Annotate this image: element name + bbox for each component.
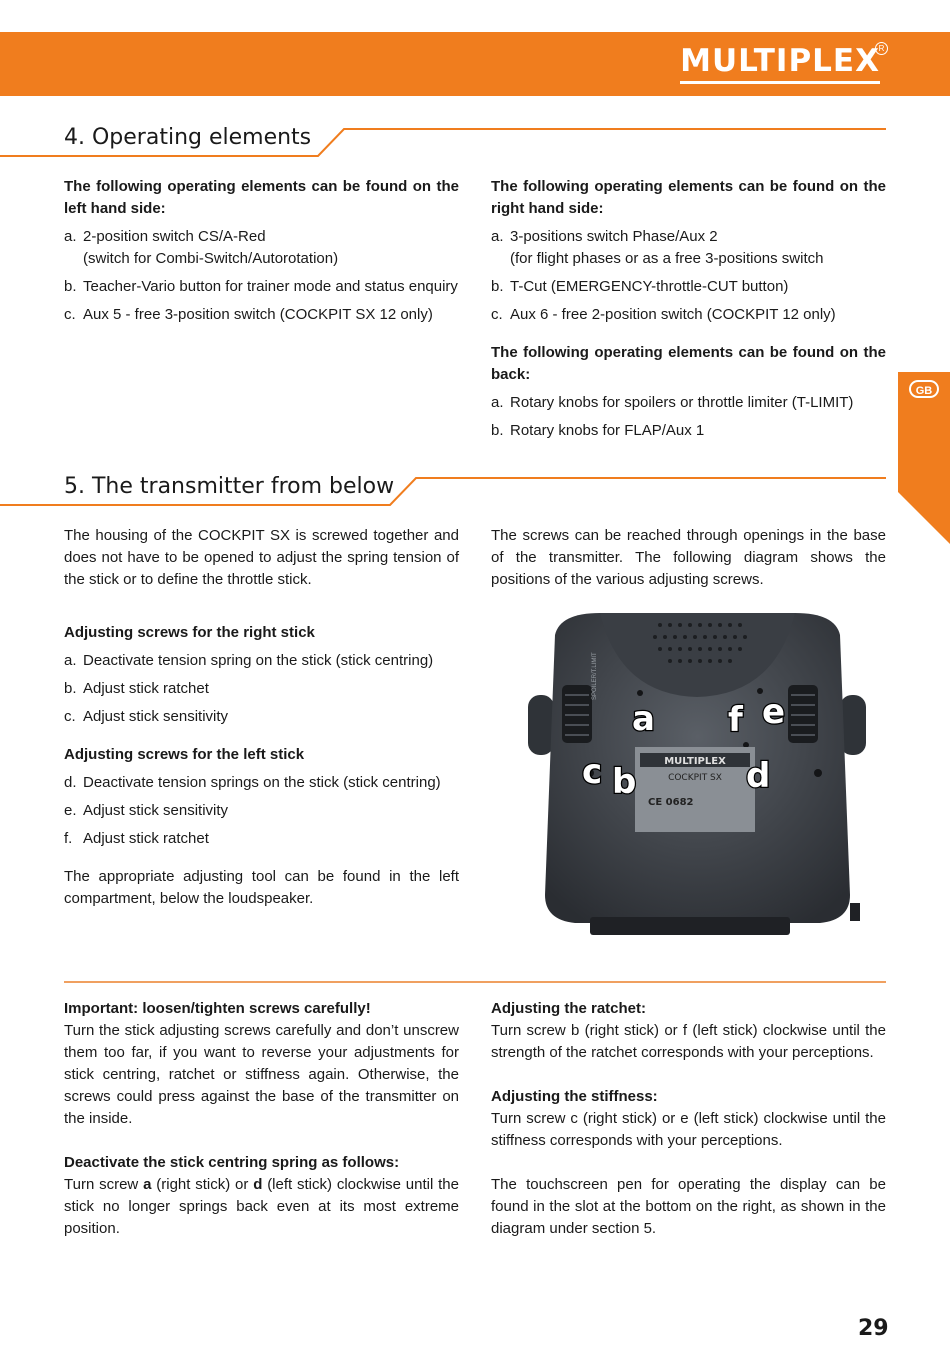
- section-5-intro-right: [491, 525, 886, 591]
- left-stick-list: [64, 772, 459, 850]
- section-5-rule: [0, 475, 950, 507]
- list-item: b. Teacher-Vario button for trainer mode and status enquiry: [64, 278, 458, 295]
- back-side-list: [491, 392, 886, 442]
- right-stick-heading: Adjusting screws for the right stick: [64, 624, 315, 641]
- stiffness-text: Turn screw c (right stick) or e (left stick) clockwise until the stiffness corresponds with your perceptions.: [491, 1110, 886, 1149]
- screw-label-c: c: [582, 752, 603, 792]
- transmitter-underside-photo: [520, 605, 875, 950]
- section-5-title: 5. The transmitter from below: [64, 474, 395, 499]
- plate-ce-mark: CE 0682: [648, 797, 694, 808]
- screw-label-a: a: [632, 699, 655, 739]
- tool-note: The appropriate adjusting tool can be found in the left compartment, below the loudspeaker.: [64, 868, 459, 907]
- left-side-list: [64, 226, 459, 326]
- section-4-left-column: [64, 176, 459, 332]
- list-item: c. Adjust stick sensitivity: [64, 708, 229, 725]
- centring-text: Turn screw a (right stick) or d (left stick) clockwise until the stick no longer springs back even at its most extreme position.: [64, 1176, 459, 1237]
- list-item: b. Rotary knobs for FLAP/Aux 1: [491, 422, 705, 439]
- list-item: b. T-Cut (EMERGENCY-throttle-CUT button): [491, 278, 789, 295]
- screw-label-d: d: [746, 756, 771, 796]
- centring-heading: Deactivate the stick centring spring as follows:: [64, 1154, 400, 1171]
- screw-label-e: e: [762, 692, 786, 732]
- list-item: a. 3-positions switch Phase/Aux 2 (for flight phases or as a free 3-positions switch: [491, 228, 824, 267]
- back-side-intro: The following operating elements can be found on the back:: [491, 344, 886, 383]
- intro-left-text: The housing of the COCKPIT SX is screwed together and does not have to be opened to adjust the spring tension of the stick or to define the throttle stick.: [64, 527, 459, 588]
- screw-label-f: f: [728, 700, 743, 740]
- left-stick-heading: Adjusting screws for the left stick: [64, 746, 305, 763]
- section-5-intro-left: [64, 525, 459, 591]
- ratchet-text: Turn screw b (right stick) or f (left stick) clockwise until the strength of the ratchet corresponds with your perceptions.: [491, 1022, 886, 1061]
- list-item: a. Rotary knobs for spoilers or throttle limiter (T-LIMIT): [491, 394, 854, 411]
- list-item: c. Aux 6 - free 2-position switch (COCKPIT 12 only): [491, 306, 836, 323]
- header-bar: [0, 32, 950, 96]
- section-4-right-column: [491, 176, 886, 448]
- notes-right-column: [491, 998, 886, 1240]
- language-tab-label: GB: [909, 380, 939, 398]
- important-heading: Important: loosen/tighten screws carefully!: [64, 1000, 371, 1017]
- list-item: b. Adjust stick ratchet: [64, 680, 209, 697]
- registered-mark: R: [875, 42, 888, 55]
- list-item: d. Deactivate tension springs on the stick (stick centring): [64, 774, 441, 791]
- list-item: a. Deactivate tension spring on the stick (stick centring): [64, 652, 434, 669]
- section-4-title: 4. Operating elements: [64, 125, 312, 150]
- multiplex-logo: MULTIPLEX: [680, 46, 880, 84]
- notes-left-column: [64, 998, 459, 1240]
- list-item: e. Adjust stick sensitivity: [64, 802, 229, 819]
- right-stick-list: [64, 650, 459, 728]
- ratchet-heading: Adjusting the ratchet:: [491, 1000, 647, 1017]
- intro-right-text: The screws can be reached through openings in the base of the transmitter. The following diagram shows the positions of the various adjusting screws.: [491, 527, 886, 588]
- list-item: f. Adjust stick ratchet: [64, 830, 209, 847]
- section-4-rule: [0, 126, 950, 158]
- plate-brand: MULTIPLEX: [664, 756, 726, 767]
- page-number: 29: [858, 1316, 889, 1341]
- stiffness-heading: Adjusting the stiffness:: [491, 1088, 658, 1105]
- adjusting-screws-column: [64, 622, 459, 910]
- right-side-list: [491, 226, 886, 326]
- list-item: c. Aux 5 - free 3-position switch (COCKPIT SX 12 only): [64, 306, 433, 323]
- pen-text: The touchscreen pen for operating the display can be found in the slot at the bottom on the right, as shown in the diagram under section 5.: [491, 1176, 886, 1237]
- section-divider: [64, 981, 886, 983]
- important-text: Turn the stick adjusting screws carefully and don’t unscrew them too far, if you want to reverse your adjustments for stick centring, ratchet or stiffness again. Otherwise, the screws could press against the base of the transmitter on the inside.: [64, 1022, 459, 1127]
- plate-model: COCKPIT SX: [668, 773, 722, 783]
- list-item: a. 2-position switch CS/A-Red (switch for Combi-Switch/Autorotation): [64, 228, 339, 267]
- right-side-intro: The following operating elements can be found on the right hand side:: [491, 178, 886, 217]
- side-label: SPOILER/T.LIMIT: [592, 652, 598, 700]
- left-side-intro: The following operating elements can be found on the left hand side:: [64, 178, 459, 217]
- screw-label-b: b: [612, 762, 637, 802]
